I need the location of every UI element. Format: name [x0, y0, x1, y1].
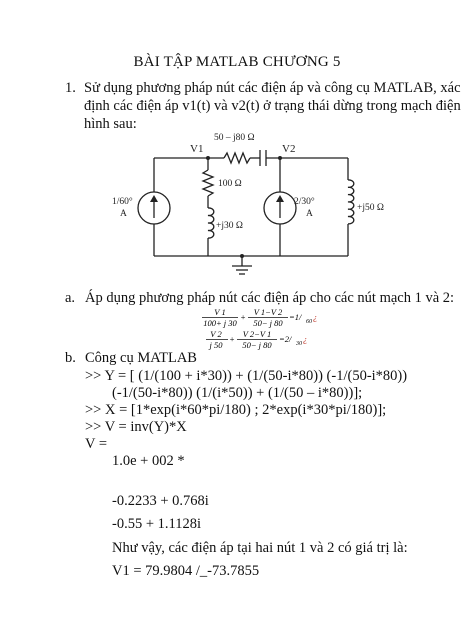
- result-v1: V1 = 79.9804 /_-73.7855: [112, 563, 260, 579]
- eq1-den2: 50− j 80: [253, 318, 283, 328]
- label-series-impedance: 50 – j80 Ω: [214, 133, 255, 143]
- label-l-left: +j30 Ω: [216, 221, 243, 231]
- question-line-1: Sử dụng phương pháp nút các điện áp và công cụ MATLAB, xác: [84, 80, 461, 96]
- code-line-3: >> X = [1*exp(i*60*pi/180) ; 2*exp(i*30*pi/180)];: [85, 402, 387, 418]
- current-source-1: [138, 192, 170, 224]
- page-title: BÀI TẬP MATLAB CHƯƠNG 5: [133, 54, 341, 70]
- question-number: 1.: [65, 80, 76, 96]
- part-a-marker: a.: [65, 290, 76, 306]
- circuit-diagram: [110, 128, 384, 278]
- eq2-num2: V 2−V 1: [242, 329, 272, 339]
- question-line-3: hình sau:: [84, 116, 137, 132]
- eq2-den1: j 50: [209, 340, 223, 350]
- equation-2: [202, 328, 342, 352]
- node-dot-2: [278, 156, 282, 160]
- label-source2-unit: A: [306, 209, 313, 219]
- code-line-1: >> Y = [ (1/(100 + i*30)) + (1/(50-i*80)) (-1/(50-i*80)): [85, 368, 408, 384]
- eq1-num2: V 1−V 2: [253, 307, 283, 317]
- eq2-rhs-sub: 30: [296, 341, 302, 347]
- current-source-2: [264, 192, 296, 224]
- eq2-rhs-end: ¿: [303, 334, 308, 344]
- eq1-rhs: =1/: [289, 312, 302, 322]
- matlab-v2-value: -0.55 + 1.1128i: [112, 516, 201, 532]
- eq2-rhs: =2/: [279, 334, 292, 344]
- eq2-den2: 50− j 80: [242, 340, 272, 350]
- eq1-num1: V 1: [214, 307, 226, 317]
- part-a-text: Áp dụng phương pháp nút các điện áp cho các nút mạch 1 và 2:: [85, 290, 455, 306]
- question-line-2: định các điện áp v1(t) và v2(t) ở trạng thái dừng trong mạch điện: [84, 98, 461, 114]
- inductor-j30: [208, 208, 214, 238]
- label-v2: V2: [282, 143, 296, 155]
- matlab-v1-value: -0.2233 + 0.768i: [112, 493, 209, 509]
- eq2-plus: +: [229, 334, 235, 344]
- label-v1: V1: [190, 143, 204, 155]
- part-b-heading: Công cụ MATLAB: [85, 350, 197, 366]
- label-source2-value: 2/30°: [294, 197, 315, 207]
- label-l-right: +j50 Ω: [357, 203, 384, 213]
- label-source1-value: 1/60°: [112, 197, 133, 207]
- part-b-marker: b.: [65, 350, 76, 366]
- series-resistor: [224, 153, 250, 163]
- inductor-j50: [348, 180, 354, 224]
- resistor-100: [203, 170, 213, 196]
- code-line-4: >> V = inv(Y)*X: [85, 419, 187, 435]
- equation-1: [198, 306, 338, 330]
- label-r-left: 100 Ω: [218, 179, 242, 189]
- code-line-5: V =: [85, 436, 108, 452]
- eq2-num1: V 2: [210, 329, 222, 339]
- node-dot-1: [206, 156, 210, 160]
- code-line-2: (-1/(50-i*80)) (1/(i*50)) + (1/(50 – i*80))];: [112, 385, 363, 401]
- node-dot-ground: [240, 254, 244, 258]
- label-source1-unit: A: [120, 209, 127, 219]
- eq1-plus: +: [240, 312, 246, 322]
- conclusion-text: Như vậy, các điện áp tại hai nút 1 và 2 có giá trị là:: [112, 540, 408, 556]
- matlab-scale: 1.0e + 002 *: [112, 453, 185, 469]
- eq1-rhs-end: ¿: [313, 312, 318, 322]
- eq1-den1: 100+ j 30: [203, 318, 237, 328]
- eq1-rhs-sub: 60: [306, 319, 312, 325]
